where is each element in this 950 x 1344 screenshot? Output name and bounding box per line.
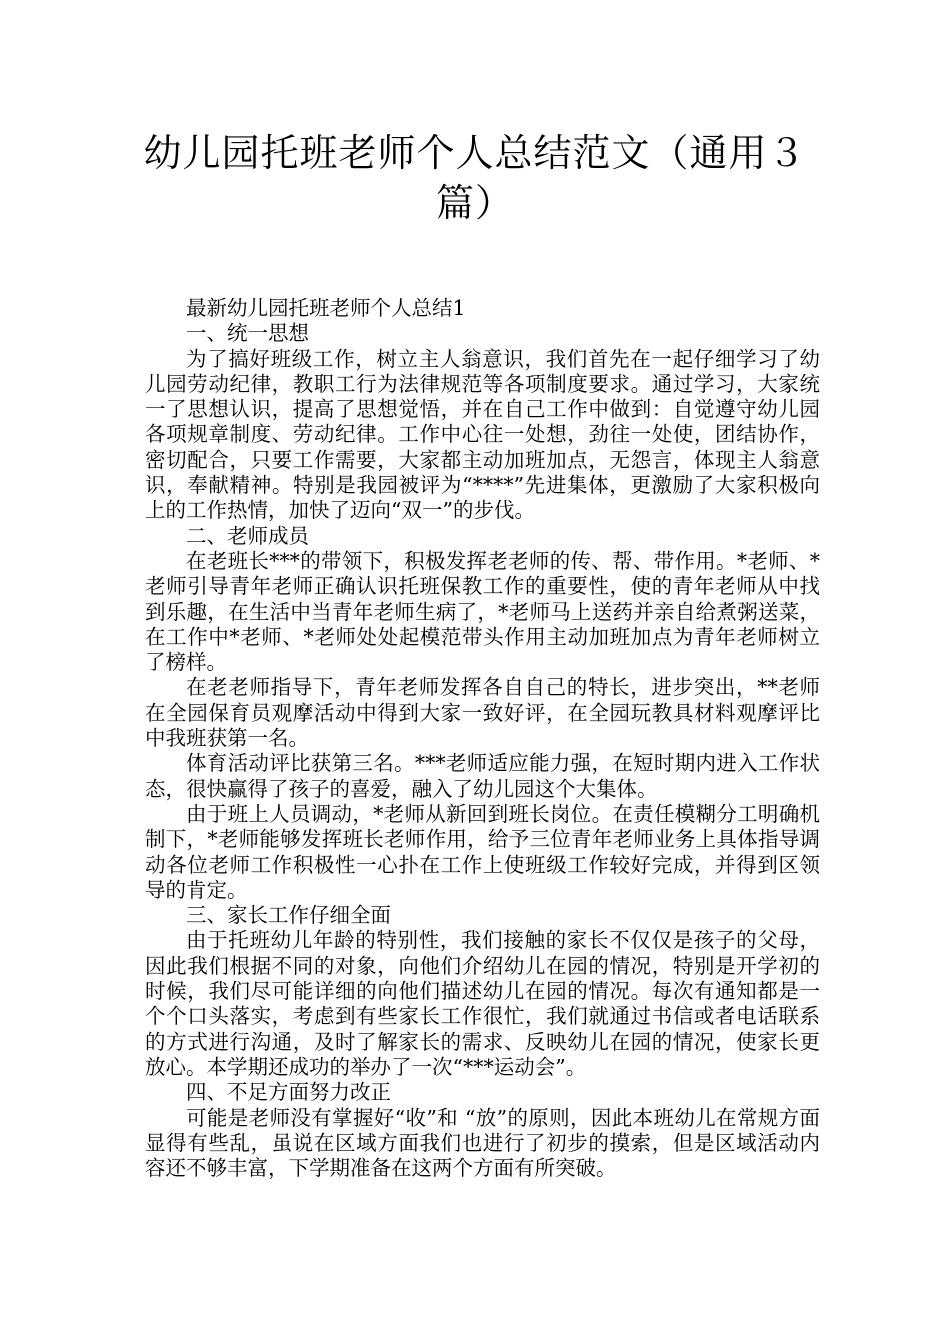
body-paragraph: 由于托班幼儿年龄的特别性，我们接触的家长不仅仅是孩子的父母，因此我们根据不同的对象，向他们介绍幼儿在园的情况，特别是开学初的时候，我们尽可能详细的向他们描述幼儿在园的情况。每次有通知都是一个个口头落实，考虑到有些家长工作很忙，我们就通过书信或者电话联系的方式进行沟通，及时了解家长的需求、反映幼儿在园的情况，使家长更放心。本学期还成功的举办了一次“***运动会”。: [145, 928, 820, 1079]
section-heading: 三、家长工作仔细全面: [186, 903, 391, 928]
section-heading: 二、老师成员: [186, 523, 309, 548]
body-paragraph: 可能是老师没有掌握好“收”和 “放”的原则，因此本班幼儿在常规方面显得有些乱，虽说在区域方面我们也进行了初步的摸索，但是区域活动内容还不够丰富，下学期准备在这两个方面有所突破。: [145, 1105, 820, 1181]
document-title: 幼儿园托班老师个人总结范文（通用３篇）: [143, 131, 807, 225]
section-heading: 四、不足方面努力改正: [186, 1080, 391, 1105]
section-heading: 一、统一思想: [186, 321, 309, 346]
body-paragraph: 为了搞好班级工作，树立主人翁意识，我们首先在一起仔细学习了幼儿园劳动纪律，教职工行为法律规范等各项制度要求。通过学习，大家统一了思想认识，提高了思想觉悟，并在自己工作中做到：自觉遵守幼儿园各项规章制度、劳动纪律。工作中心往一处想，劲往一处使，团结协作，密切配合，只要工作需要，大家都主动加班加点，无怨言，体现主人翁意识，奉献精神。特别是我园被评为“****”先进集体，更激励了大家积极向上的工作热情，加快了迈向“双一”的步伐。: [145, 346, 820, 523]
body-paragraph: 在老班长***的带领下，积极发挥老老师的传、帮、带作用。*老师、*老师引导青年老师正确认识托班保教工作的重要性，使的青年老师从中找到乐趣，在生活中当青年老师生病了，*老师马上送药并亲自给煮粥送菜，在工作中*老师、*老师处处起模范带头作用主动加班加点为青年老师树立了榜样。: [145, 548, 820, 675]
body-paragraph: 由于班上人员调动，*老师从新回到班长岗位。在责任模糊分工明确机制下，*老师能够发挥班长老师作用，给予三位青年老师业务上具体指导调动各位老师工作积极性一心扑在工作上使班级工作较好完成，并得到区领导的肯定。: [145, 801, 820, 902]
body-paragraph: 体育活动评比获第三名。***老师适应能力强，在短时期内进入工作状态，很快赢得了孩子的喜爱，融入了幼儿园这个大集体。: [145, 751, 820, 801]
section-heading: 最新幼儿园托班老师个人总结1: [186, 296, 466, 320]
body-paragraph: 在老老师指导下，青年老师发挥各自自己的特长，进步突出，**老师在全园保育员观摩活动中得到大家一致好评，在全园玩教具材料观摩评比中我班获第一名。: [145, 675, 820, 751]
document-body: [145, 296, 820, 1181]
